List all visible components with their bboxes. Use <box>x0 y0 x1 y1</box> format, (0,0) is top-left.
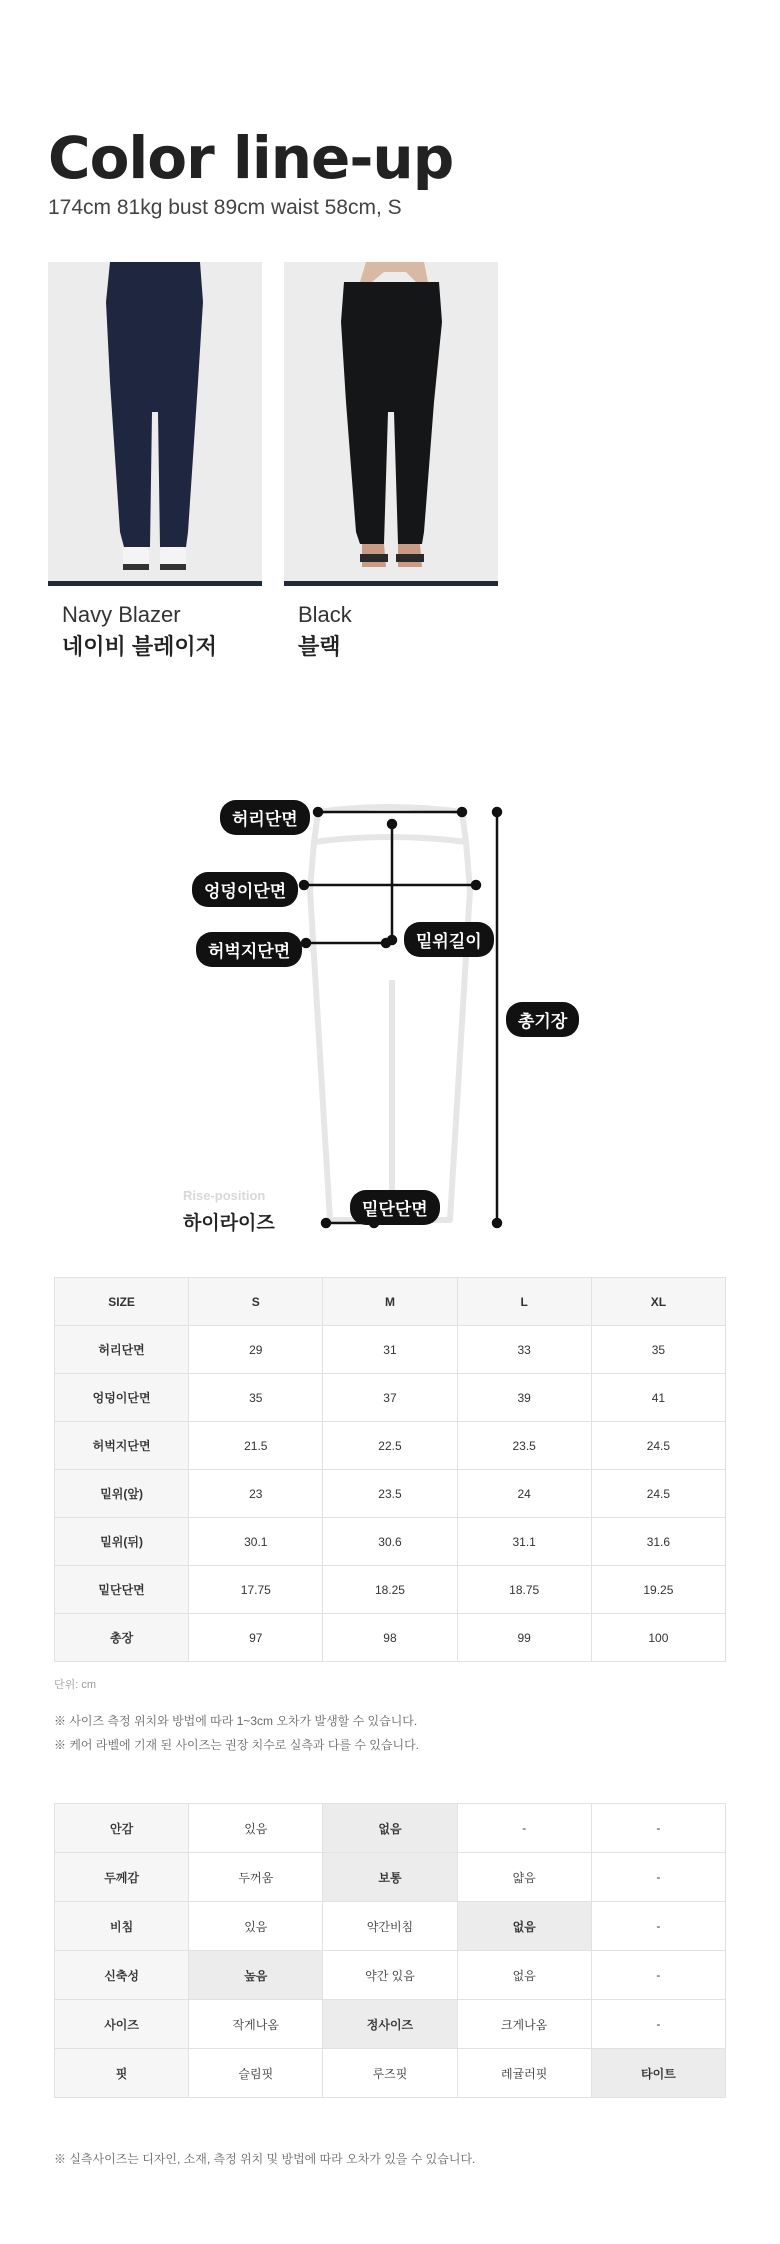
table-cell: 35 <box>591 1326 725 1374</box>
table-row <box>55 1614 726 1662</box>
thigh-label: 허벅지단면 <box>196 932 302 967</box>
navy-pants-illustration <box>48 262 262 586</box>
table-cell: 97 <box>189 1614 323 1662</box>
rise-label: 밑위길이 <box>404 922 494 957</box>
table-cell: 24.5 <box>591 1422 725 1470</box>
size-table <box>54 1277 726 1662</box>
table-cell: 없음 <box>323 1804 457 1853</box>
table-cell: 30.6 <box>323 1518 457 1566</box>
row-label: 허벅지단면 <box>55 1422 189 1470</box>
row-label: 허리단면 <box>55 1326 189 1374</box>
table-row <box>55 1470 726 1518</box>
table-cell: 24.5 <box>591 1470 725 1518</box>
pants-outline <box>310 807 470 1220</box>
table-cell: - <box>591 1951 725 2000</box>
waist-label: 허리단면 <box>220 800 310 835</box>
row-label: 엉덩이단면 <box>55 1374 189 1422</box>
table-cell: 23 <box>189 1470 323 1518</box>
table-cell: 18.25 <box>323 1566 457 1614</box>
model-info: 174cm 81kg bust 89cm waist 58cm, S <box>48 196 402 219</box>
table-cell: 얇음 <box>457 1853 591 1902</box>
navy-product-photo <box>48 262 262 586</box>
table-cell: 루즈핏 <box>323 2049 457 2098</box>
table-cell: 31.6 <box>591 1518 725 1566</box>
header-cell: L <box>457 1278 591 1326</box>
row-label: 총장 <box>55 1614 189 1662</box>
table-cell: 19.25 <box>591 1566 725 1614</box>
table-cell: 약간비침 <box>323 1902 457 1951</box>
table-cell: 24 <box>457 1470 591 1518</box>
table-cell: 31 <box>323 1326 457 1374</box>
table-cell: 17.75 <box>189 1566 323 1614</box>
hem-label: 밑단단면 <box>350 1190 440 1225</box>
table-cell: 41 <box>591 1374 725 1422</box>
row-label: 핏 <box>55 2049 189 2098</box>
table-cell: 98 <box>323 1614 457 1662</box>
table-cell: 35 <box>189 1374 323 1422</box>
table-cell: 31.1 <box>457 1518 591 1566</box>
table-row <box>55 1951 726 2000</box>
header-cell: SIZE <box>55 1278 189 1326</box>
table-cell: - <box>591 1902 725 1951</box>
table-cell: 37 <box>323 1374 457 1422</box>
row-label: 밑위(앞) <box>55 1470 189 1518</box>
table-row <box>55 1422 726 1470</box>
total-length-label: 총기장 <box>506 1002 579 1037</box>
table-cell: 약간 있음 <box>323 1951 457 2000</box>
table-cell: 작게나옴 <box>189 2000 323 2049</box>
header-cell: S <box>189 1278 323 1326</box>
table-cell: 두꺼움 <box>189 1853 323 1902</box>
header-cell: XL <box>591 1278 725 1326</box>
table-cell: 29 <box>189 1326 323 1374</box>
table-row <box>55 2049 726 2098</box>
table-cell: 23.5 <box>457 1422 591 1470</box>
fit-info-table <box>54 1803 726 2098</box>
black-product-photo <box>284 262 498 586</box>
color-bar <box>48 581 262 586</box>
table-cell: 18.75 <box>457 1566 591 1614</box>
table-cell: 있음 <box>189 1804 323 1853</box>
table-cell: 보통 <box>323 1853 457 1902</box>
unit-label: 단위: cm <box>54 1679 97 1691</box>
footer-note: ※ 실측사이즈는 디자인, 소재, 측정 위치 및 방법에 따라 오차가 있을 수 있습니다. <box>54 2152 476 2166</box>
table-cell: 99 <box>457 1614 591 1662</box>
color-name-ko: 블랙 <box>298 634 341 659</box>
table-row <box>55 1853 726 1902</box>
table-cell: 크게나옴 <box>457 2000 591 2049</box>
table-cell: - <box>457 1804 591 1853</box>
table-cell: 있음 <box>189 1902 323 1951</box>
table-cell: - <box>591 1804 725 1853</box>
color-name-en: Navy Blazer <box>62 602 181 627</box>
table-row <box>55 1374 726 1422</box>
table-cell: - <box>591 2000 725 2049</box>
header-cell: M <box>323 1278 457 1326</box>
table-cell: 정사이즈 <box>323 2000 457 2049</box>
color-bar <box>284 581 498 586</box>
table-header-row <box>55 1278 726 1326</box>
table-cell: 슬림핏 <box>189 2049 323 2098</box>
table-cell: 레귤러핏 <box>457 2049 591 2098</box>
color-name-ko: 네이비 블레이저 <box>62 634 217 659</box>
measurement-diagram <box>0 780 780 1250</box>
table-cell: 22.5 <box>323 1422 457 1470</box>
table-row <box>55 1566 726 1614</box>
table-cell: 높음 <box>189 1951 323 2000</box>
table-row <box>55 1518 726 1566</box>
size-note: ※ 사이즈 측정 위치와 방법에 따라 1~3cm 오차가 발생할 수 있습니다. <box>54 1714 418 1728</box>
table-cell: 없음 <box>457 1902 591 1951</box>
table-cell: 100 <box>591 1614 725 1662</box>
row-label: 신축성 <box>55 1951 189 2000</box>
row-label: 비침 <box>55 1902 189 1951</box>
table-row <box>55 1902 726 1951</box>
rise-position-value: 하이라이즈 <box>183 1212 275 1234</box>
table-cell: 30.1 <box>189 1518 323 1566</box>
table-cell: 없음 <box>457 1951 591 2000</box>
size-note: ※ 케어 라벨에 기재 된 사이즈는 권장 치수로 실측과 다를 수 있습니다. <box>54 1738 419 1752</box>
hip-label: 엉덩이단면 <box>192 872 298 907</box>
page-title: Color line-up <box>48 124 454 192</box>
table-cell: 33 <box>457 1326 591 1374</box>
table-cell: 39 <box>457 1374 591 1422</box>
row-label: 밑위(뒤) <box>55 1518 189 1566</box>
row-label: 안감 <box>55 1804 189 1853</box>
table-row <box>55 2000 726 2049</box>
row-label: 밑단단면 <box>55 1566 189 1614</box>
table-row <box>55 1326 726 1374</box>
rise-position-label: Rise-position <box>183 1188 266 1203</box>
color-name-en: Black <box>298 602 352 627</box>
black-pants-illustration <box>284 262 498 586</box>
table-cell: 21.5 <box>189 1422 323 1470</box>
table-row <box>55 1804 726 1853</box>
row-label: 두께감 <box>55 1853 189 1902</box>
row-label: 사이즈 <box>55 2000 189 2049</box>
table-cell: 23.5 <box>323 1470 457 1518</box>
table-cell: 타이트 <box>591 2049 725 2098</box>
table-cell: - <box>591 1853 725 1902</box>
